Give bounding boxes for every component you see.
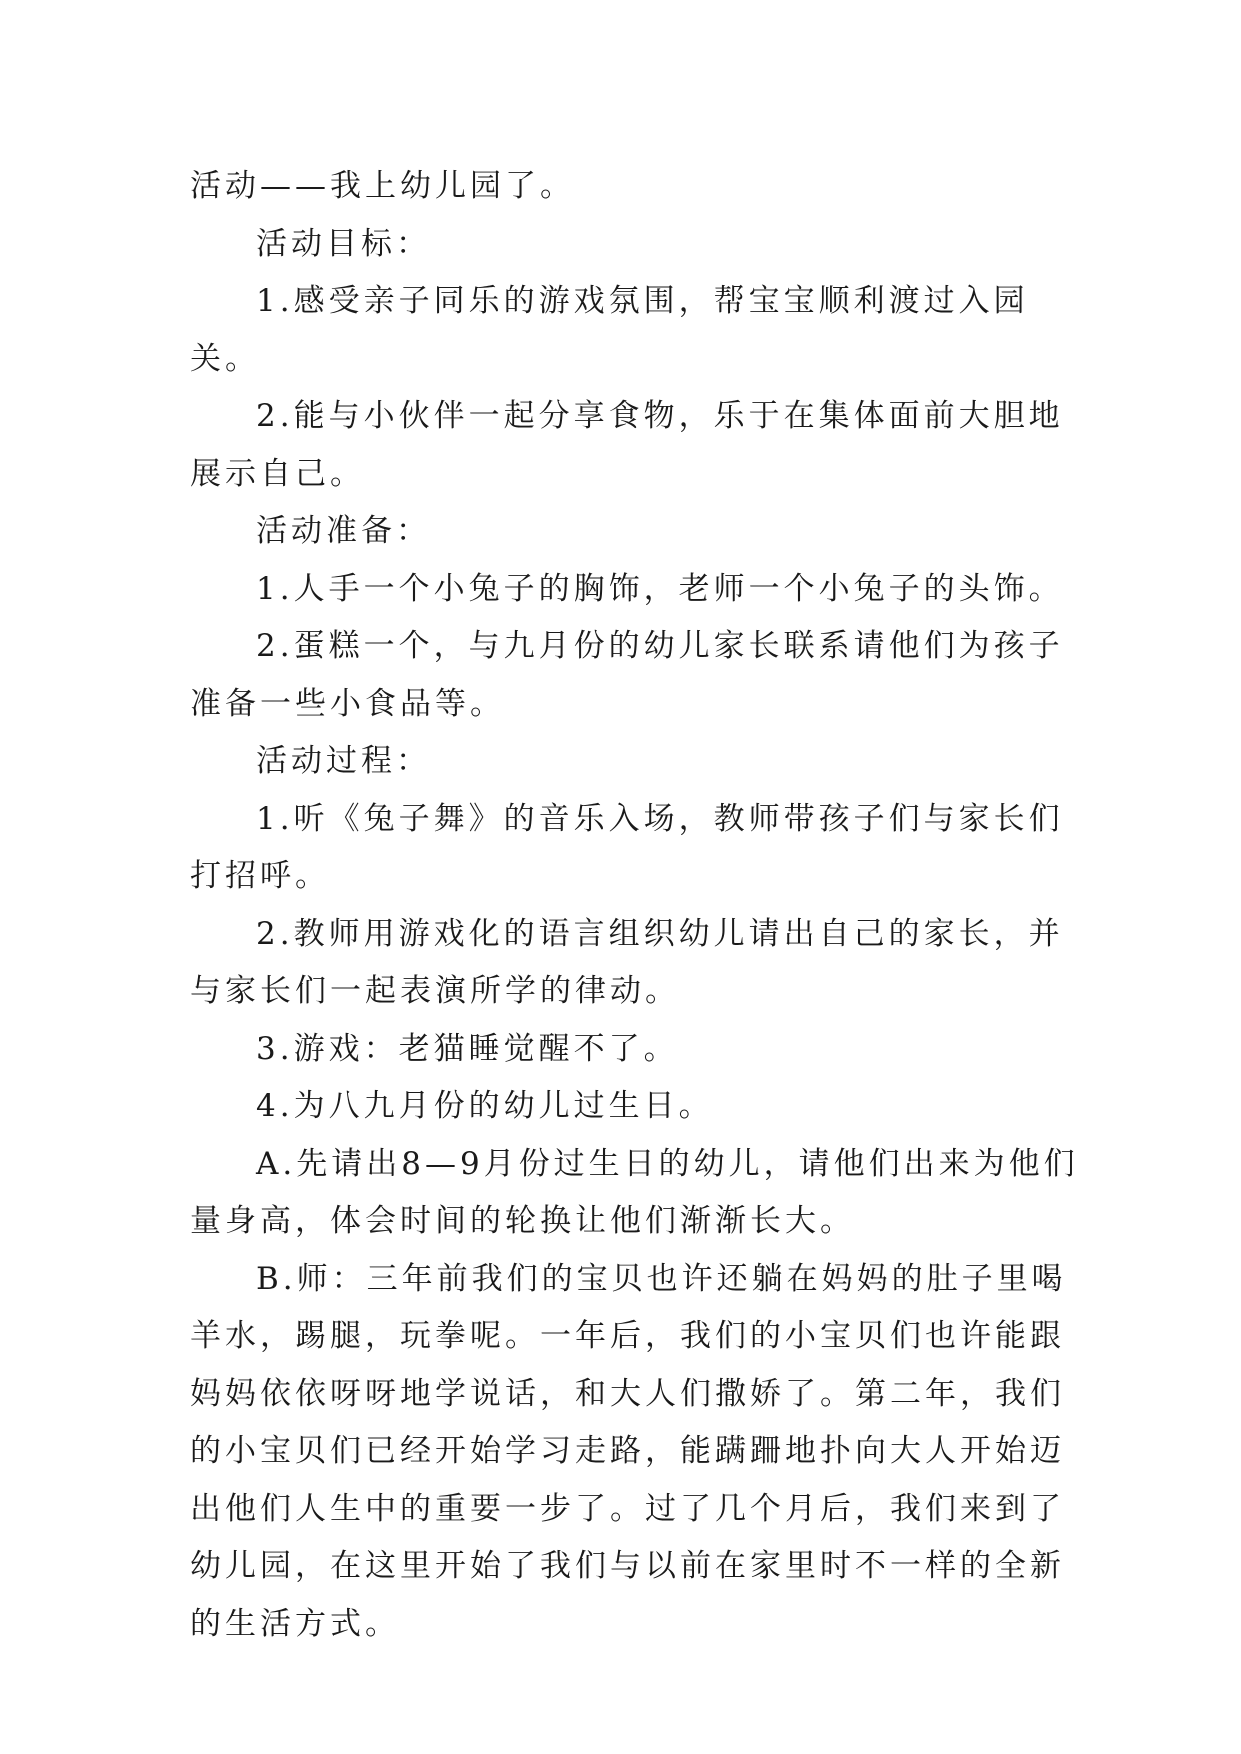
paragraph: 1.感受亲子同乐的游戏氛围，帮宝宝顺利渡过入园关。 (190, 283, 1029, 377)
paragraph: A.先请出8—9月份过生日的幼儿，请他们出来为他们量身高，体会时间的轮换让他们渐渐长大。 (190, 1145, 1079, 1239)
paragraph: 2.蛋糕一个，与九月份的幼儿家长联系请他们为孩子准备一些小食品等。 (190, 628, 1064, 722)
paragraph: 2.教师用游戏化的语言组织幼儿请出自己的家长，并与家长们一起表演所学的律动。 (190, 915, 1064, 1009)
paragraph: 3.游戏：老猫睡觉醒不了。 (256, 1030, 679, 1067)
paragraph: 1.人手一个小兔子的胸饰，老师一个小兔子的头饰。 (256, 570, 1064, 607)
paragraph: 4.为八九月份的幼儿过生日。 (256, 1088, 714, 1124)
section-heading: 活动准备： (256, 513, 431, 549)
paragraph: 活动——我上幼儿园了。 (190, 168, 575, 204)
paragraph: B.师：三年前我们的宝贝也许还躺在妈妈的肚子里喝羊水，踢腿，玩拳呢。一年后，我们的小宝贝们也许能跟妈妈依依呀呀地学说话，和大人们撒娇了。第二年，我们的小宝贝们已经开始学习走路，能蹒跚地扑向大人开始迈出他们人生中的重要一步了。过了几个月后，我们来到了幼儿园，在这里开始了我们与以前在家里时不一样的全新的生活方式。 (190, 1260, 1067, 1642)
paragraph: 2.能与小伙伴一起分享食物，乐于在集体面前大胆地展示自己。 (190, 398, 1064, 492)
section-heading: 活动过程： (256, 743, 431, 779)
section-heading: 活动目标： (256, 225, 431, 262)
paragraph: 1.听《兔子舞》的音乐入场，教师带孩子们与家长们打招呼。 (190, 800, 1064, 894)
document-body (190, 158, 1080, 1653)
